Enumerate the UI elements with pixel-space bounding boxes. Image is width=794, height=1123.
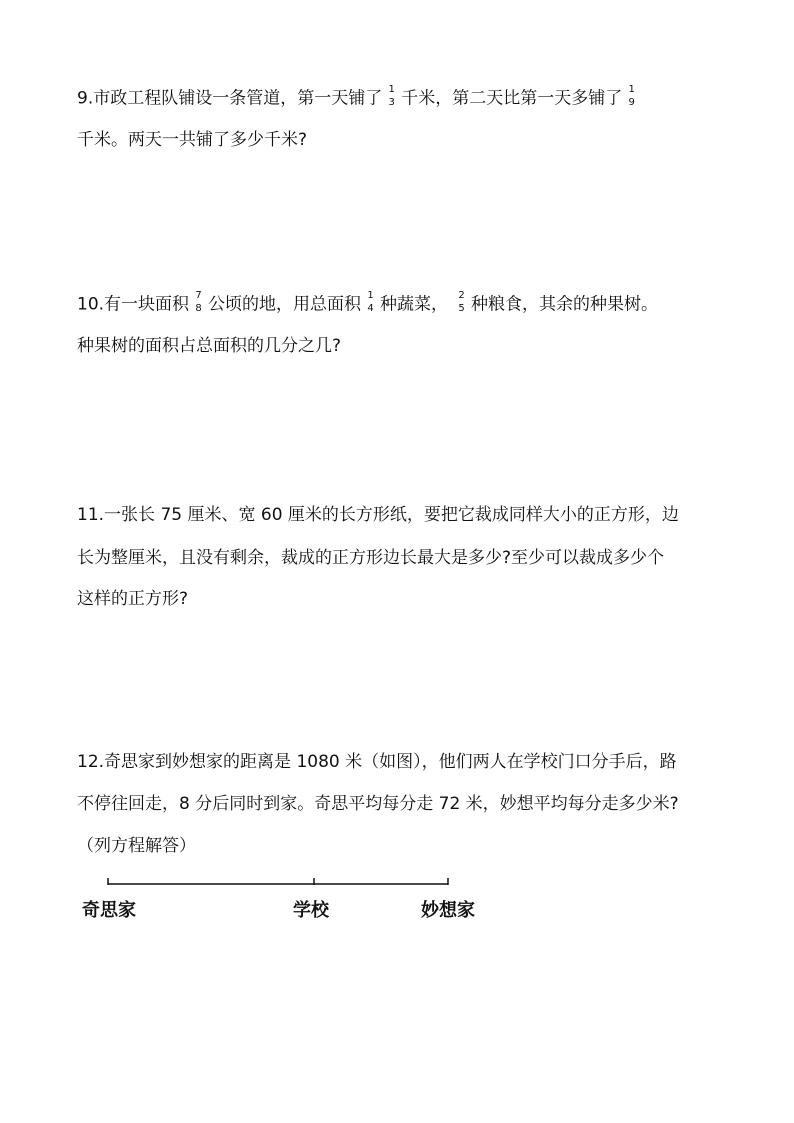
q9-line-2: 千米。两天一共铺了多少千米? xyxy=(77,130,308,150)
q9-fraction-1 xyxy=(388,84,395,109)
q10-text-c: 种蔬菜， xyxy=(380,294,449,315)
q11-line-1: 11.一张长 75 厘米、宽 60 厘米的长方形纸，要把它裁成同样大小的正方形，边 xyxy=(77,505,679,525)
q11-line-2: 长为整厘米，且没有剩余，裁成的正方形边长最大是多少?至少可以裁成多少个 xyxy=(77,548,665,568)
q11-line-3: 这样的正方形? xyxy=(77,589,189,609)
q9-text-b: 千米，第二天比第一天多铺了 xyxy=(401,88,623,109)
fraction-numerator: 1 xyxy=(388,84,395,95)
distance-diagram xyxy=(80,870,500,930)
q10-fraction-2 xyxy=(367,290,374,315)
q10-line-2: 种果树的面积占总面积的几分之几? xyxy=(77,336,342,356)
fraction-denominator: 3 xyxy=(388,97,395,108)
fraction-denominator: 5 xyxy=(458,303,465,314)
fraction-denominator: 9 xyxy=(628,97,635,108)
q12-line-2: 不停往回走，8 分后同时到家。奇思平均每分走 72 米，妙想平均每分走多少米? xyxy=(77,794,679,814)
q10-text-b: 公顷的地，用总面积 xyxy=(208,294,362,315)
fraction-numerator: 7 xyxy=(195,290,202,301)
fraction-denominator: 4 xyxy=(367,303,374,314)
q12-line-1: 12.奇思家到妙想家的距离是 1080 米（如图），他们两人在学校门口分手后，路 xyxy=(77,752,677,772)
label-school: 学校 xyxy=(293,900,329,921)
q10-fraction-1 xyxy=(195,290,202,315)
q10-text-a: 10.有一块面积 xyxy=(77,294,190,315)
q9-text-a: 9.市政工程队铺设一条管道，第一天铺了 xyxy=(77,88,383,109)
label-qisi-home: 奇思家 xyxy=(82,900,136,921)
q10-text-d: 种粮食，其余的种果树。 xyxy=(471,294,659,315)
fraction-denominator: 8 xyxy=(195,303,202,314)
q9-fraction-2 xyxy=(628,84,635,109)
q10-line-1 xyxy=(77,292,658,317)
q12-line-3: （列方程解答） xyxy=(77,836,196,856)
fraction-numerator: 2 xyxy=(458,290,465,301)
fraction-numerator: 1 xyxy=(628,84,635,95)
label-miaoxiang-home: 妙想家 xyxy=(421,900,475,921)
q10-fraction-3 xyxy=(458,290,465,315)
fraction-numerator: 1 xyxy=(367,290,374,301)
q9-line-1 xyxy=(77,86,641,111)
